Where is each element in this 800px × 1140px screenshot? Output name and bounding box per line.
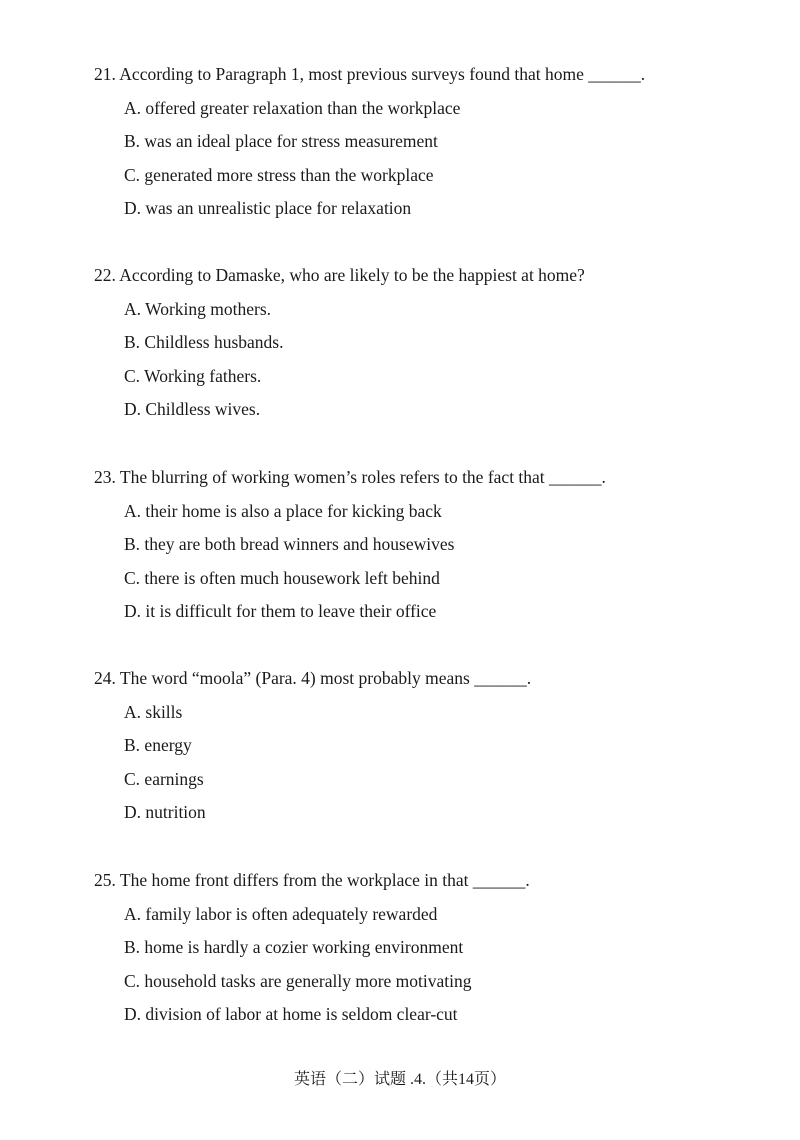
option-b: B. Childless husbands.	[124, 332, 284, 352]
option-c: C. there is often much housework left behind	[124, 568, 440, 588]
option-b: B. was an ideal place for stress measurement	[124, 131, 438, 151]
question-stem: 21. According to Paragraph 1, most previous surveys found that home ______.	[94, 64, 646, 84]
question-stem: 24. The word “moola” (Para. 4) most probably means ______.	[94, 668, 532, 688]
question-stem: 22. According to Damaske, who are likely to be the happiest at home?	[94, 265, 585, 285]
option-d: D. Childless wives.	[124, 399, 261, 419]
option-d: D. nutrition	[124, 802, 206, 822]
option-a: A. Working mothers.	[124, 299, 272, 319]
option-d: D. it is difficult for them to leave their office	[124, 601, 437, 621]
option-d: D. division of labor at home is seldom clear-cut	[124, 1004, 458, 1024]
option-c: C. generated more stress than the workplace	[124, 165, 434, 185]
option-d: D. was an unrealistic place for relaxation	[124, 198, 412, 218]
question-stem: 25. The home front differs from the workplace in that ______.	[94, 870, 530, 890]
option-c: C. earnings	[124, 769, 204, 789]
page-footer: 英语（二）试题 .4.（共14页）	[293, 1071, 506, 1088]
option-a: A. skills	[124, 702, 183, 722]
option-c: C. household tasks are generally more motivating	[124, 971, 472, 991]
option-c: C. Working fathers.	[124, 366, 262, 386]
question-stem: 23. The blurring of working women’s roles refers to the fact that ______.	[94, 467, 606, 487]
option-b: B. home is hardly a cozier working environment	[124, 937, 464, 957]
option-a: A. family labor is often adequately rewarded	[124, 904, 438, 924]
option-b: B. energy	[124, 735, 192, 755]
option-a: A. offered greater relaxation than the workplace	[124, 98, 461, 118]
option-a: A. their home is also a place for kicking back	[124, 501, 442, 521]
option-b: B. they are both bread winners and housewives	[124, 534, 455, 554]
